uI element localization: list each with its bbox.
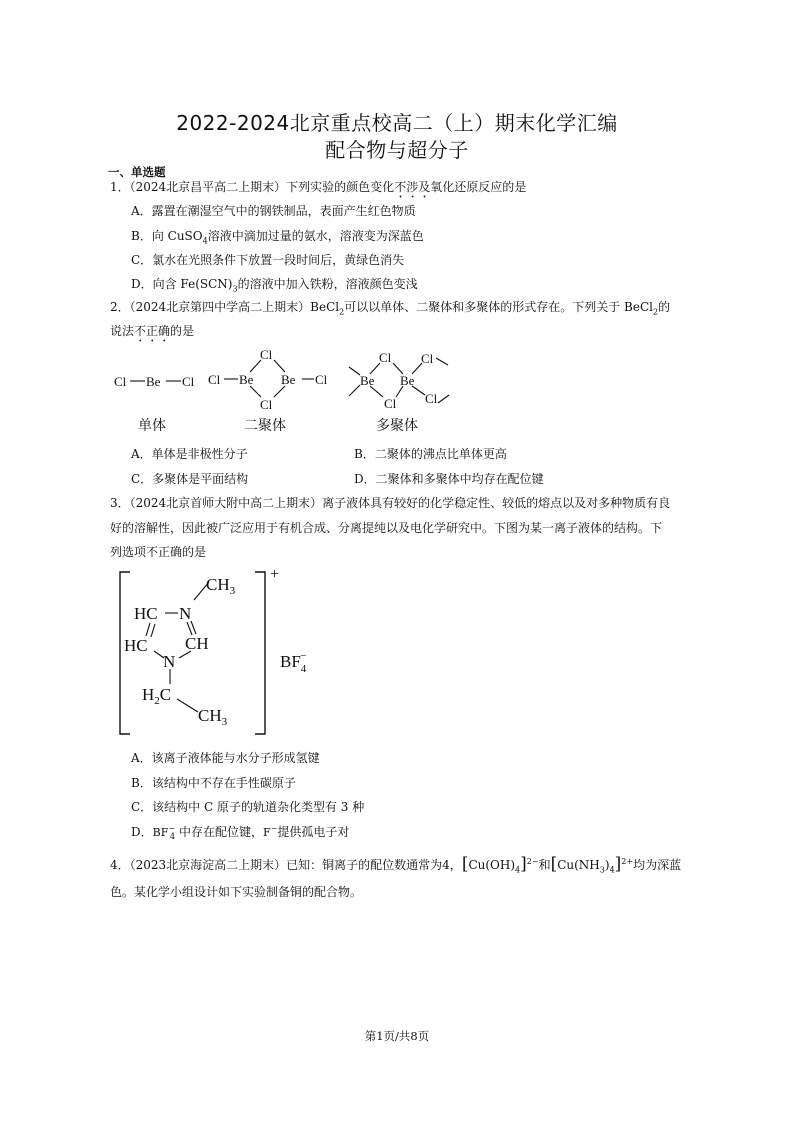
- bracket-close-1: ]: [520, 854, 527, 874]
- label-dimer: 二聚体: [244, 419, 286, 434]
- polymer-bond-g: [436, 358, 448, 365]
- label-monomer: 单体: [138, 419, 166, 434]
- q3-option-b: B．该结构中不存在手性碳原子: [131, 776, 296, 790]
- q1-option-c: C．氯水在光照条件下放置一段时间后，黄绿色消失: [131, 253, 405, 267]
- atom-n1: N: [179, 604, 192, 623]
- q3-stem-line1: 3．（2024北京首师大附中高二上期末）离子液体具有较好的化学稳定性、较低的熔点以及对多种物质有良: [110, 496, 671, 510]
- group-hc-1: HC: [134, 604, 158, 623]
- ionic-liquid-structure: [112, 565, 342, 740]
- dimer-bond-tr: [274, 360, 285, 372]
- monomer-be: Be: [146, 374, 161, 389]
- q1-option-d-sub: 3: [232, 284, 238, 294]
- polymer-bond-e: [412, 363, 422, 374]
- q1-stem-emphasis: 不涉及: [394, 180, 431, 194]
- bracket-right: [255, 572, 265, 734]
- polymer-bond-f: [412, 386, 425, 395]
- q3-option-d-f: F: [262, 826, 271, 839]
- q2-stem-sub: 2: [339, 307, 345, 317]
- polymer-cl-top: Cl: [379, 350, 392, 365]
- polymer-bond-h: [438, 395, 449, 403]
- group-ch2-c: C: [159, 685, 172, 704]
- bond-hc-hc-b: [151, 624, 155, 637]
- group-ch2-sub: 2: [154, 695, 160, 707]
- monomer-cl-right: Cl: [182, 374, 195, 389]
- complex-cu-oh4-sup: 2−: [526, 857, 539, 866]
- page-subtitle: 配合物与超分子: [325, 138, 469, 162]
- q1-stem-suffix: 氧化还原反应的是: [430, 180, 527, 194]
- group-ch: CH: [185, 634, 209, 653]
- q2-stem2-pre: 说法: [110, 324, 135, 338]
- complex-cu-nh3-sup: 2+: [621, 857, 634, 866]
- complex-cu-nh3-sub2: 4: [609, 865, 615, 875]
- becl2-structures-diagram: [108, 344, 468, 439]
- group-ch3-top-sub: 3: [229, 585, 236, 597]
- bond-ch2-ch3: [177, 699, 198, 712]
- q3-option-d-f-sup: −: [270, 824, 278, 833]
- bond-n1-ch-b: [191, 621, 196, 634]
- dimer-cl-left: Cl: [208, 372, 221, 387]
- q1-option-b-sub: 4: [202, 236, 208, 246]
- q2-stem-line1: [110, 299, 670, 315]
- q4-stem-line2: 色。某化学小组设计如下实验制备铜的配合物。: [110, 885, 363, 899]
- group-hc-2: HC: [124, 636, 148, 655]
- q4-stem-line1: [110, 853, 681, 876]
- polymer-bond-upper-left: [349, 367, 360, 375]
- polymer-cl-lower-right: Cl: [425, 391, 438, 406]
- q3-option-a: A．该离子液体能与水分子形成氢键: [131, 751, 320, 765]
- atom-n2: N: [163, 652, 176, 671]
- anion-sub: 4: [300, 663, 307, 675]
- q3-option-d: [131, 824, 349, 841]
- q4-stem-post: 均为深蓝: [633, 858, 682, 872]
- bracket-close-2: ]: [614, 854, 622, 874]
- q2-stem-pre: 2．（2024北京第四中学高二上期末）BeCl: [110, 300, 340, 314]
- q2-option-d: D．二聚体和多聚体中均存在配位键: [354, 472, 544, 486]
- polymer-bond-lower-left: [349, 385, 360, 396]
- dimer-cl-top: Cl: [260, 347, 273, 362]
- group-ch3-bottom: [198, 706, 228, 728]
- q2-option-c: C．多聚体是平面结构: [131, 472, 249, 486]
- q1-option-d: [131, 276, 418, 292]
- complex-cu-nh3-sub: 3: [599, 865, 605, 875]
- bond-hc-hc-a: [146, 623, 150, 636]
- dimer-cl-right: Cl: [315, 372, 328, 387]
- q4-and: 和: [538, 858, 551, 872]
- anion-bf4: [280, 650, 307, 675]
- q3-option-d-mid: 中存在配位键，: [178, 825, 263, 839]
- dimer-be-right: Be: [281, 372, 296, 387]
- dimer-cl-bottom: Cl: [260, 397, 273, 412]
- dimer-bond-bl: [250, 386, 261, 397]
- complex-cu-nh3-close: ): [604, 858, 610, 872]
- q2-stem-line2: [110, 323, 194, 345]
- q4-stem-pre: 4．（2023北京海淀高二上期末）已知：铜离子的配位数通常为4，: [110, 858, 462, 872]
- q2-stem-sub2: 2: [652, 307, 659, 317]
- complex-cu-nh3: Cu(NH: [557, 858, 600, 872]
- monomer-cl-left: Cl: [114, 374, 127, 389]
- cation-charge: +: [270, 566, 280, 583]
- q1-stem: [110, 179, 526, 201]
- bracket-open-1: [: [461, 854, 469, 874]
- q3-option-d-bf: BF: [152, 826, 169, 839]
- q3-option-d-pre: D．: [131, 825, 153, 839]
- q1-option-d-pre: D．向含 Fe(SCN): [131, 277, 233, 291]
- q3-stem-line2: 好的溶解性，因此被广泛应用于有机合成、分离提纯以及电化学研究中。下图为某一离子液体的结构。下: [110, 521, 663, 535]
- dimer-bond-tl: [250, 360, 261, 372]
- q2-stem-mid: 可以以单体、二聚体和多聚体的形式存在。下列关于 BeCl: [344, 300, 653, 314]
- q1-stem-prefix: 1．（2024北京昌平高二上期末）下列实验的颜色变化: [110, 180, 395, 194]
- group-ch3-top-ch: CH: [206, 575, 230, 594]
- group-ch3-bottom-sub: 3: [221, 716, 228, 728]
- bracket-open-2: [: [550, 854, 558, 874]
- q3-option-c: C．该结构中 C 原子的轨道杂化类型有 3 种: [131, 800, 365, 814]
- polymer-bond-c: [370, 386, 383, 397]
- q2-stem2-emphasis: 不正确: [134, 324, 171, 338]
- group-ch3-bottom-ch: CH: [198, 706, 222, 725]
- dimer-bond-br: [274, 386, 285, 397]
- group-ch2-h: H: [142, 685, 155, 704]
- group-ch2: [142, 685, 171, 707]
- page-title: 2022-2024北京重点校高二（上）期末化学汇编: [176, 111, 618, 135]
- label-polymer: 多聚体: [376, 419, 418, 434]
- polymer-cl-upper-right: Cl: [421, 351, 434, 366]
- polymer-bond-b: [393, 363, 403, 374]
- anion-sup: −: [300, 650, 307, 662]
- anion-bf: BF: [280, 652, 301, 671]
- q3-option-d-post: 提供孤电子对: [277, 825, 350, 839]
- section-heading: 一、单选题: [108, 165, 166, 179]
- complex-cu-oh4: Cu(OH): [468, 858, 516, 872]
- q1-option-d-post: 的溶液中加入铁粉，溶液颜色变浅: [237, 277, 418, 291]
- q1-option-b-post: 溶液中滴加过量的氨水，溶液变为深蓝色: [207, 229, 424, 243]
- q2-stem-end: 的: [658, 300, 671, 314]
- polymer-bond-a: [370, 363, 380, 374]
- polymer-be-left: Be: [360, 373, 375, 388]
- q3-option-d-bf-sup: −: [168, 824, 176, 833]
- q3-option-d-bf-sub: 4: [170, 832, 176, 842]
- polymer-be-right: Be: [400, 373, 415, 388]
- group-ch3-top: [206, 575, 236, 597]
- page-footer: 第1页/共8页: [364, 1029, 430, 1043]
- q1-option-b-pre: B．向 CuSO: [131, 229, 203, 243]
- q3-stem-line3: 列选项不正确的是: [110, 545, 207, 559]
- q1-option-a: A．露置在潮湿空气中的钢铁制品，表面产生红色物质: [131, 204, 416, 218]
- dimer-be-left: Be: [239, 372, 254, 387]
- q2-option-b: B．二聚体的沸点比单体更高: [354, 447, 507, 461]
- complex-cu-oh4-sub: 4: [515, 865, 521, 875]
- q1-option-b: [131, 228, 424, 244]
- q2-stem2-post: 的是: [170, 324, 195, 338]
- q2-option-a: A．单体是非极性分子: [131, 447, 248, 461]
- polymer-cl-bottom: Cl: [384, 396, 397, 411]
